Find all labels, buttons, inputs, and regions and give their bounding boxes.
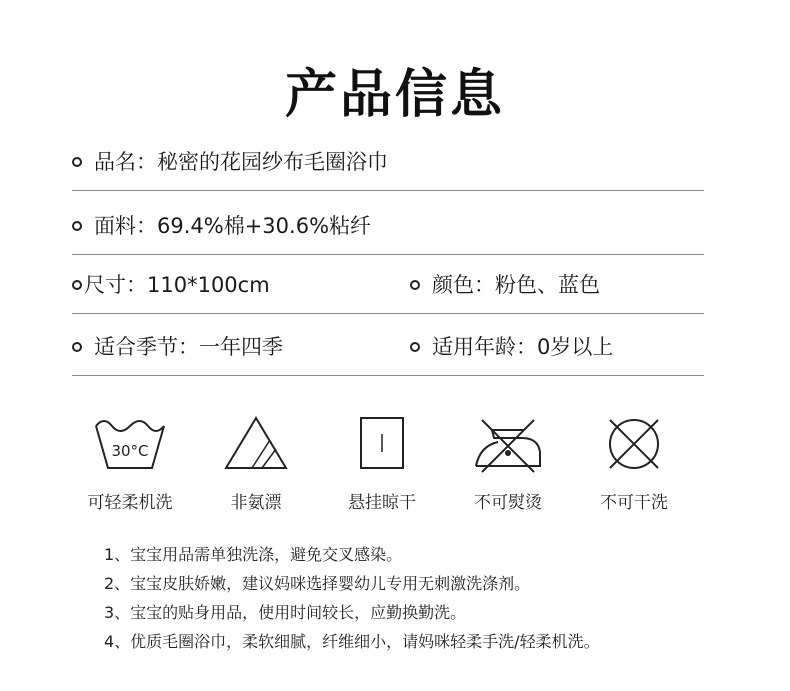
fabric: 面料：69.4%棉+30.6%粘纤 — [94, 214, 372, 238]
size: 尺寸：110*100cm — [84, 273, 270, 297]
note-item: 4、优质毛圈浴巾，柔软细腻，纤维细小，请妈咪轻柔手洗/轻柔机洗。 — [104, 632, 600, 651]
care-item-wash — [70, 412, 190, 513]
care-label: 可轻柔机洗 — [87, 493, 173, 513]
bullet-icon — [410, 342, 420, 352]
bullet-icon — [72, 157, 82, 167]
color: 颜色：粉色、蓝色 — [432, 273, 600, 297]
line-dry-icon — [342, 412, 422, 474]
care-item-dry — [322, 412, 442, 513]
triangle-no-chlorine-bleach-icon — [216, 412, 296, 474]
info-row-season-age — [72, 316, 704, 376]
note-item: 3、宝宝的贴身用品，使用时间较长，应勤换勤洗。 — [104, 603, 467, 622]
product-name: 品名：秘密的花园纱布毛圈浴巾 — [94, 150, 388, 174]
care-icons — [87, 412, 710, 522]
note-item: 1、宝宝用品需单独洗涤，避免交叉感染。 — [104, 545, 403, 564]
wash-temp: 30°C — [111, 442, 149, 460]
divider — [72, 313, 704, 314]
care-label: 悬挂晾干 — [348, 493, 416, 513]
info-row-fabric — [72, 195, 704, 255]
no-dry-clean-icon — [594, 412, 674, 474]
care-label: 不可干洗 — [600, 493, 668, 513]
note-item: 2、宝宝皮肤娇嫩，建议妈咪选择婴幼儿专用无刺激洗涤剂。 — [104, 574, 531, 593]
bullet-icon — [72, 221, 82, 231]
divider — [72, 375, 704, 376]
bullet-icon — [72, 342, 82, 352]
no-iron-icon — [468, 412, 548, 474]
care-item-iron — [448, 412, 568, 513]
bullet-icon — [72, 280, 82, 290]
care-item-bleach — [196, 412, 316, 513]
care-label: 不可熨烫 — [474, 493, 542, 513]
care-item-dryclean — [574, 412, 694, 513]
wash-tub-30-icon — [90, 412, 170, 474]
season: 适合季节：一年四季 — [94, 335, 283, 359]
page-title: 产品信息 — [284, 65, 505, 125]
info-row-size-color — [72, 254, 704, 314]
divider — [72, 190, 704, 191]
age: 适用年龄：0岁以上 — [432, 335, 614, 359]
care-notes — [104, 540, 600, 656]
care-label: 非氨漂 — [230, 493, 282, 513]
info-row-name — [72, 131, 704, 191]
bullet-icon — [410, 280, 420, 290]
